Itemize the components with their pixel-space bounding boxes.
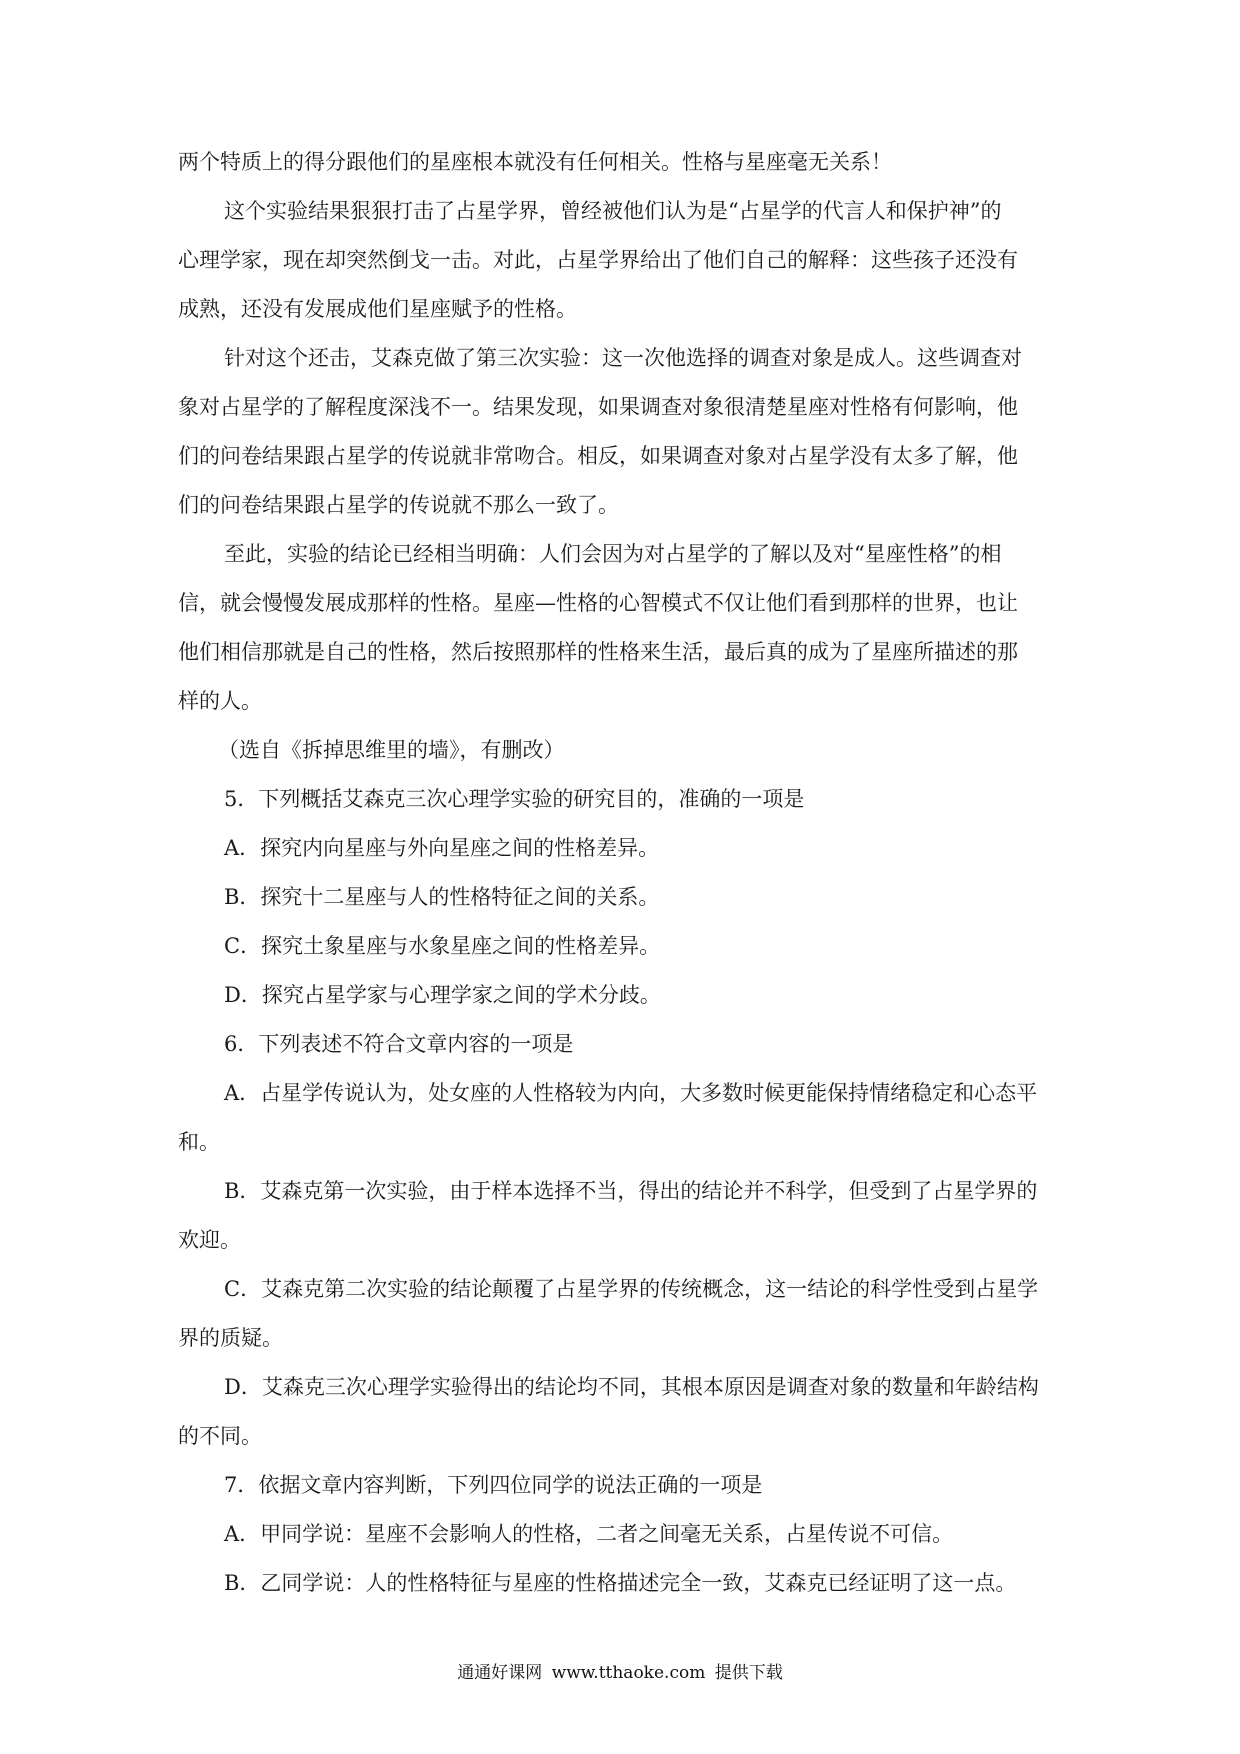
text-line: B．艾森克第一次实验，由于样本选择不当，得出的结论并不科学，但受到了占星学界的 <box>224 1179 1038 1203</box>
text-line: 针对这个还击，艾森克做了第三次实验：这一次他选择的调查对象是成人。这些调查对 <box>224 346 1022 370</box>
text-line: A．甲同学说：星座不会影响人的性格，二者之间毫无关系，占星传说不可信。 <box>224 1522 954 1546</box>
footer-url[interactable]: www.tthaoke.com <box>551 1663 706 1683</box>
text-line: C．探究土象星座与水象星座之间的性格差异。 <box>224 934 661 958</box>
text-line: 他们相信那就是自己的性格，然后按照那样的性格来生活，最后真的成为了星座所描述的那 <box>178 640 1018 664</box>
text-line: 两个特质上的得分跟他们的星座根本就没有任何相关。性格与星座毫无关系！ <box>178 150 892 174</box>
text-line: A．探究内向星座与外向星座之间的性格差异。 <box>224 836 660 860</box>
text-line: 7．依据文章内容判断，下列四位同学的说法正确的一项是 <box>224 1473 763 1497</box>
text-line: 心理学家，现在却突然倒戈一击。对此，占星学界给出了他们自己的解释：这些孩子还没有 <box>178 248 1018 272</box>
text-line: 信，就会慢慢发展成那样的性格。星座—性格的心智模式不仅让他们看到那样的世界，也让 <box>178 591 1018 615</box>
text-line: 5．下列概括艾森克三次心理学实验的研究目的，准确的一项是 <box>224 787 805 811</box>
text-line: （选自《拆掉思维里的墙》，有删改） <box>218 738 565 762</box>
text-line: 象对占星学的了解程度深浅不一。结果发现，如果调查对象很清楚星座对性格有何影响，他 <box>178 395 1018 419</box>
text-line: 这个实验结果狠狠打击了占星学界，曾经被他们认为是“占星学的代言人和保护神”的 <box>224 199 1002 223</box>
text-line: 的不同。 <box>178 1424 262 1448</box>
footer-site-name: 通通好课网 <box>457 1663 543 1683</box>
text-line: 和。 <box>178 1130 220 1154</box>
document-body <box>178 138 1068 1608</box>
text-line: 成熟，还没有发展成他们星座赋予的性格。 <box>178 297 577 321</box>
text-line: D．艾森克三次心理学实验得出的结论均不同，其根本原因是调查对象的数量和年龄结构 <box>224 1375 1039 1399</box>
text-line: 至此，实验的结论已经相当明确：人们会因为对占星学的了解以及对“星座性格”的相 <box>224 542 1002 566</box>
text-line: 样的人。 <box>178 689 262 713</box>
text-line: C．艾森克第二次实验的结论颠覆了占星学界的传统概念，这一结论的科学性受到占星学 <box>224 1277 1039 1301</box>
text-line: B．乙同学说：人的性格特征与星座的性格描述完全一致，艾森克已经证明了这一点。 <box>224 1571 1017 1595</box>
text-line: 欢迎。 <box>178 1228 241 1252</box>
text-line: A．占星学传说认为，处女座的人性格较为内向，大多数时候更能保持情绪稳定和心态平 <box>224 1081 1038 1105</box>
text-line: 6．下列表述不符合文章内容的一项是 <box>224 1032 574 1056</box>
text-line: B．探究十二星座与人的性格特征之间的关系。 <box>224 885 660 909</box>
footer-suffix: 提供下载 <box>714 1663 783 1683</box>
text-line: 界的质疑。 <box>178 1326 283 1350</box>
page-footer <box>0 1658 1240 1683</box>
text-line: D．探究占星学家与心理学家之间的学术分歧。 <box>224 983 661 1007</box>
text-line: 们的问卷结果跟占星学的传说就不那么一致了。 <box>178 493 619 517</box>
text-line: 们的问卷结果跟占星学的传说就非常吻合。相反，如果调查对象对占星学没有太多了解，他 <box>178 444 1018 468</box>
